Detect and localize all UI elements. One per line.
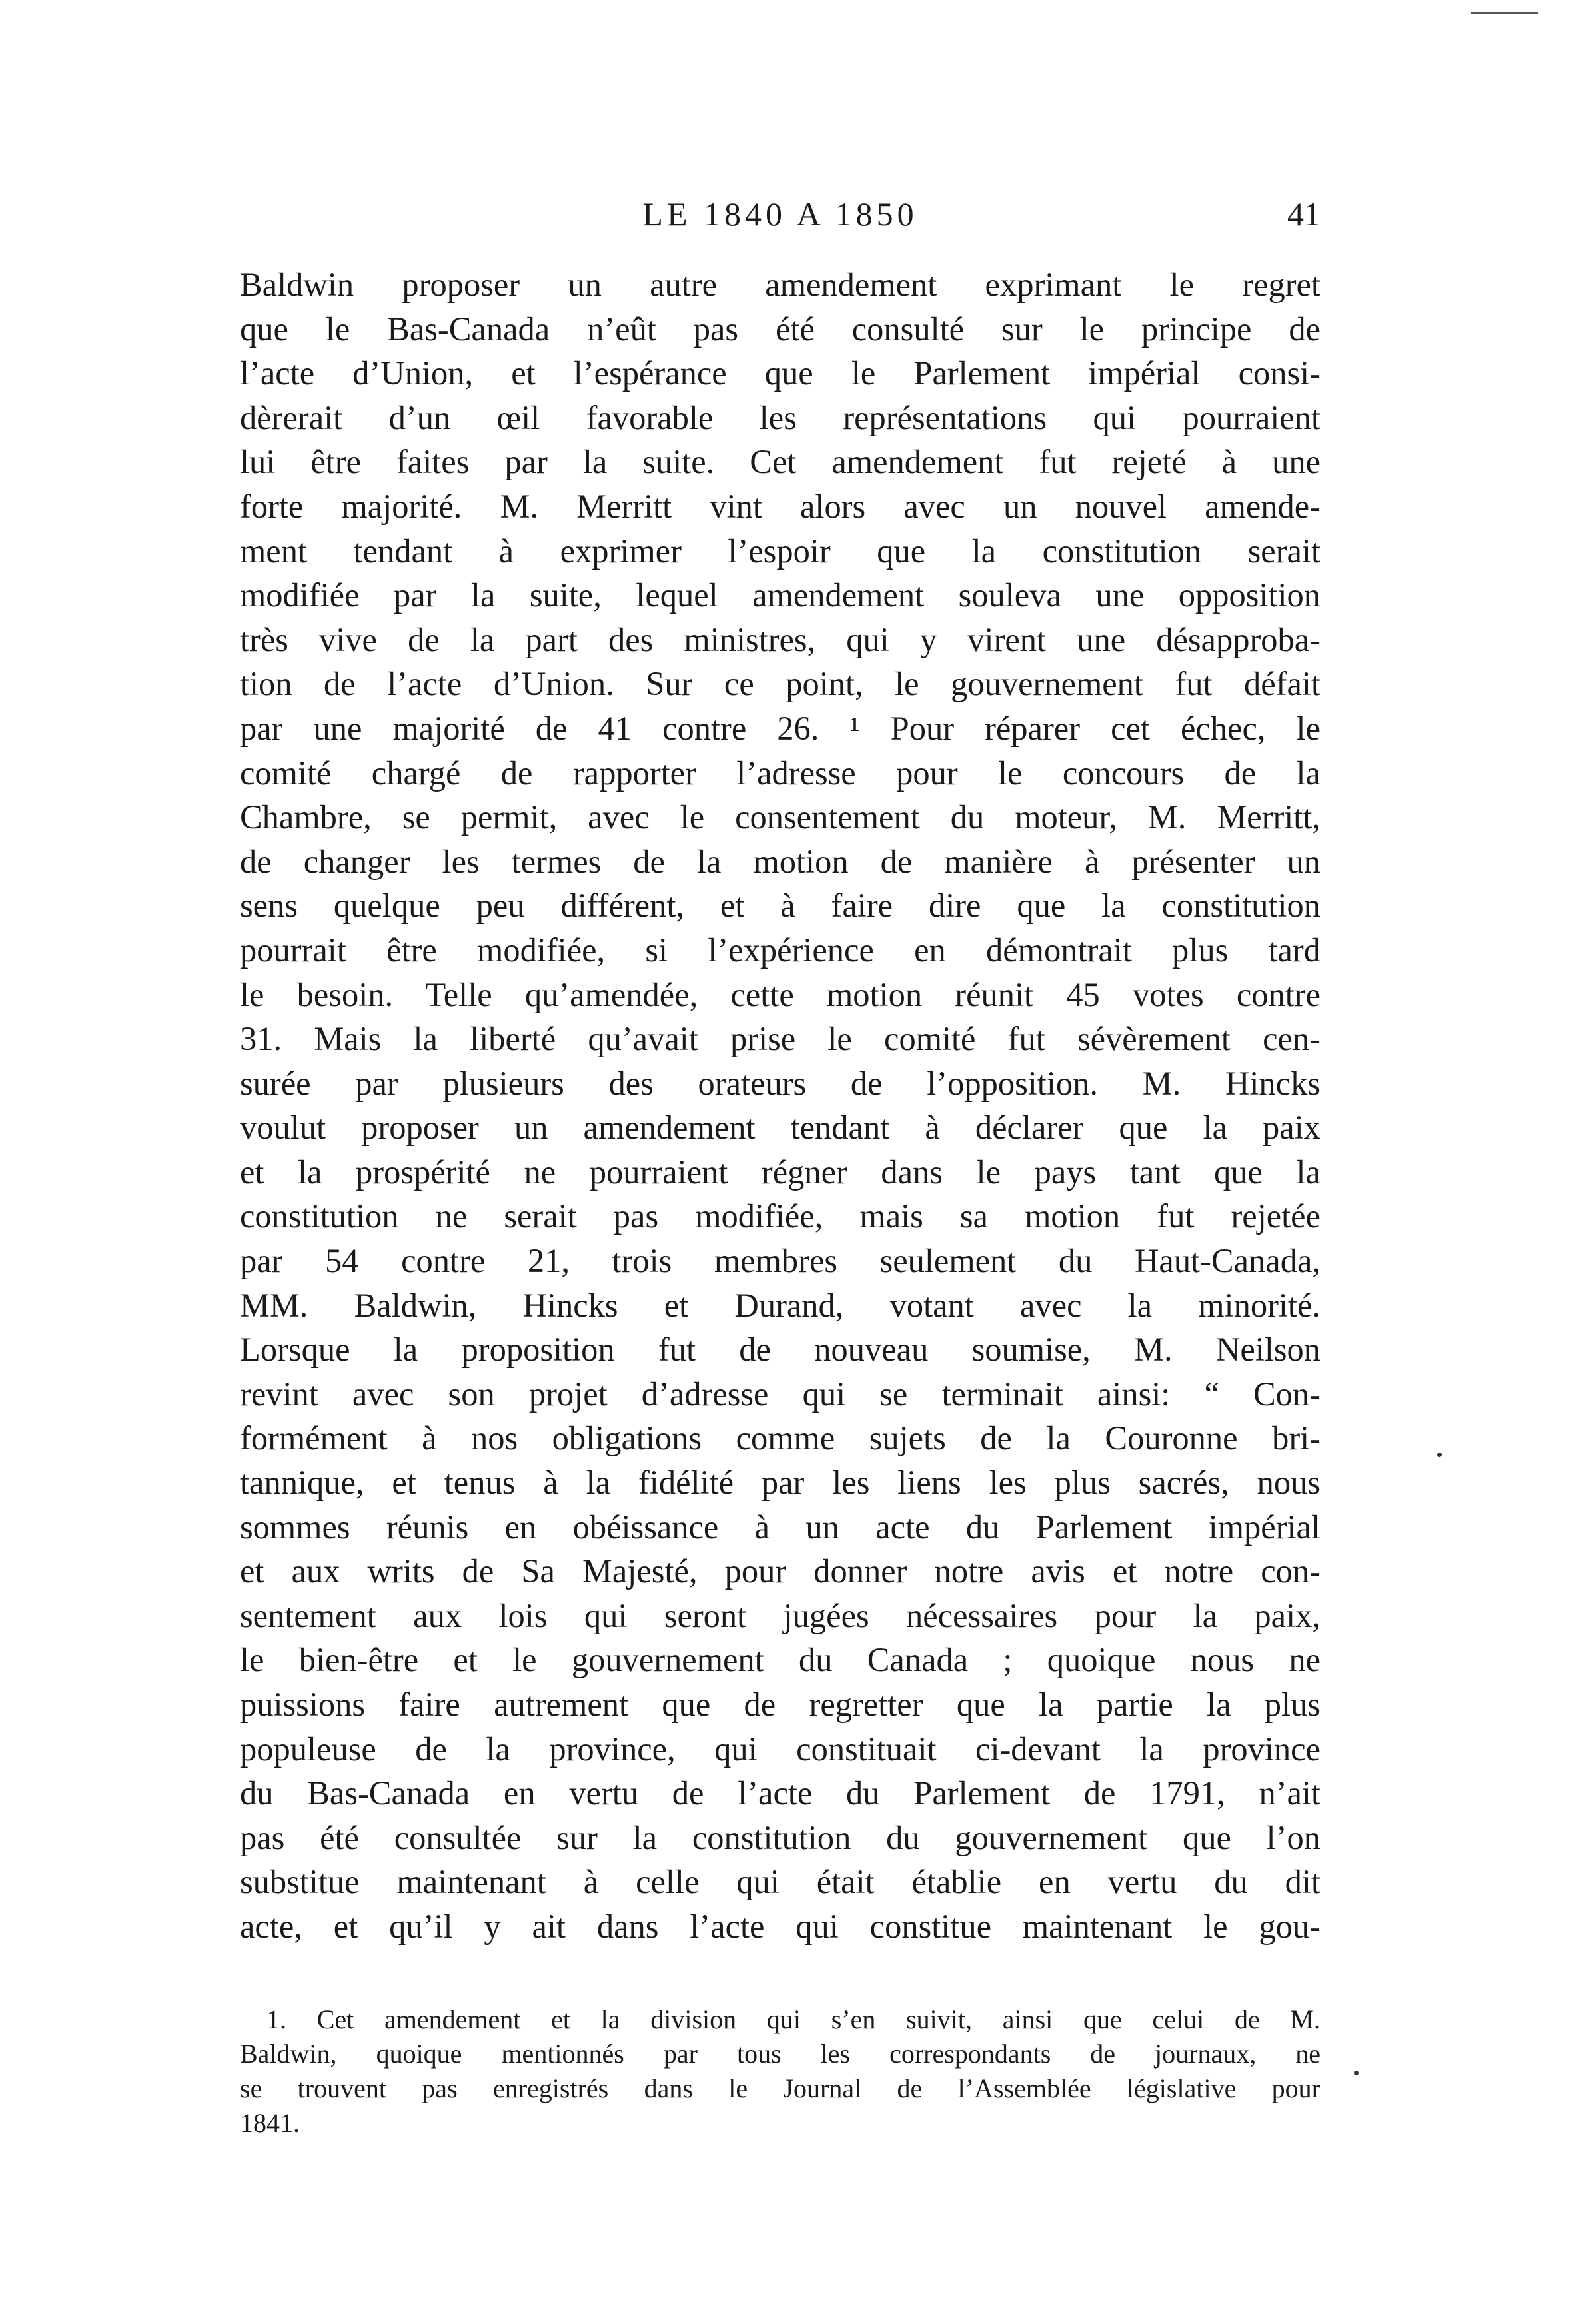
running-head: LE 1840 A 1850 [642, 195, 918, 233]
text-line: et la prospérité ne pourraient régner dans le pays tant que la [240, 1153, 1320, 1191]
footnote [240, 2002, 1320, 2141]
text-line: formément à nos obligations comme sujets de la Couronne bri- [240, 1419, 1320, 1457]
text-line: pas été consultée sur la constitution du gouvernement que l’on [240, 1818, 1320, 1856]
text-line: le bien-être et le gouvernement du Canada ; quoique nous ne [240, 1641, 1320, 1679]
text-line: de changer les termes de la motion de manière à présenter un [240, 842, 1320, 880]
print-speck [1437, 1452, 1442, 1457]
text-line: lui être faites par la suite. Cet amendement fut rejeté à une [240, 443, 1320, 481]
text-line: sommes réunis en obéissance à un acte du Parlement impérial [240, 1508, 1320, 1546]
text-line: Chambre, se permit, avec le consentement du moteur, M. Merritt, [240, 798, 1320, 836]
text-line: Lorsque la proposition fut de nouveau soumise, M. Neilson [240, 1331, 1320, 1369]
footnote-line: 1. Cet amendement et la division qui s’en suivit, ainsi que celui de M. [266, 2004, 1320, 2034]
text-line: du Bas-Canada en vertu de l’acte du Parlement de 1791, n’ait [240, 1774, 1320, 1812]
text-line: MM. Baldwin, Hincks et Durand, votant avec la minorité. [240, 1286, 1320, 1324]
text-line: forte majorité. M. Merritt vint alors avec un nouvel amende- [240, 487, 1320, 525]
page-number: 41 [1287, 195, 1320, 233]
text-line: tion de l’acte d’Union. Sur ce point, le gouvernement fut défait [240, 665, 1320, 703]
text-line: et aux writs de Sa Majesté, pour donner notre avis et notre con- [240, 1552, 1320, 1590]
text-line: ment tendant à exprimer l’espoir que la constitution serait [240, 532, 1320, 570]
text-line: très vive de la part des ministres, qui y virent une désapproba- [240, 620, 1320, 658]
footnote-line: se trouvent pas enregistrés dans le Journal de l’Assemblée législative pour [240, 2073, 1320, 2103]
page-header [240, 195, 1320, 241]
text-line: par une majorité de 41 contre 26. ¹ Pour réparer cet échec, le [240, 709, 1320, 747]
text-line: constitution ne serait pas modifiée, mais sa motion fut rejetée [240, 1197, 1320, 1235]
text-line: le besoin. Telle qu’amendée, cette motion réunit 45 votes contre [240, 975, 1320, 1013]
text-line: puissions faire autrement que de regretter que la partie la plus [240, 1686, 1320, 1723]
text-line: acte, et qu’il y ait dans l’acte qui constitue maintenant le gou- [240, 1907, 1320, 1945]
text-line: tannique, et tenus à la fidélité par les liens les plus sacrés, nous [240, 1464, 1320, 1502]
text-line: comité chargé de rapporter l’adresse pour le concours de la [240, 754, 1320, 792]
print-speck [1354, 2071, 1359, 2075]
footnote-line: Baldwin, quoique mentionnés par tous les correspondants de journaux, ne [240, 2039, 1320, 2069]
top-corner-rule [1471, 12, 1538, 14]
text-line: dèrerait d’un œil favorable les représentations qui pourraient [240, 398, 1320, 436]
footnote-line: 1841. [240, 2108, 300, 2138]
text-line: que le Bas-Canada n’eût pas été consulté sur le principe de [240, 310, 1320, 348]
text-line: voulut proposer un amendement tendant à déclarer que la paix [240, 1109, 1320, 1147]
text-line: sentement aux lois qui seront jugées nécessaires pour la paix, [240, 1596, 1320, 1634]
text-line: Baldwin proposer un autre amendement exprimant le regret [240, 266, 1320, 303]
main-text [240, 263, 1320, 1949]
text-line: surée par plusieurs des orateurs de l’opposition. M. Hincks [240, 1064, 1320, 1102]
text-line: l’acte d’Union, et l’espérance que le Parlement impérial consi- [240, 354, 1320, 392]
text-line: modifiée par la suite, lequel amendement souleva une opposition [240, 576, 1320, 614]
text-line: sens quelque peu différent, et à faire dire que la constitution [240, 887, 1320, 925]
text-line: populeuse de la province, qui constituait ci-devant la province [240, 1730, 1320, 1768]
text-line: 31. Mais la liberté qu’avait prise le comité fut sévèrement cen- [240, 1020, 1320, 1058]
text-line: pourrait être modifiée, si l’expérience en démontrait plus tard [240, 931, 1320, 969]
text-line: revint avec son projet d’adresse qui se terminait ainsi: “ Con- [240, 1375, 1320, 1413]
text-line: substitue maintenant à celle qui était établie en vertu du dit [240, 1863, 1320, 1901]
text-line: par 54 contre 21, trois membres seulement du Haut-Canada, [240, 1242, 1320, 1280]
